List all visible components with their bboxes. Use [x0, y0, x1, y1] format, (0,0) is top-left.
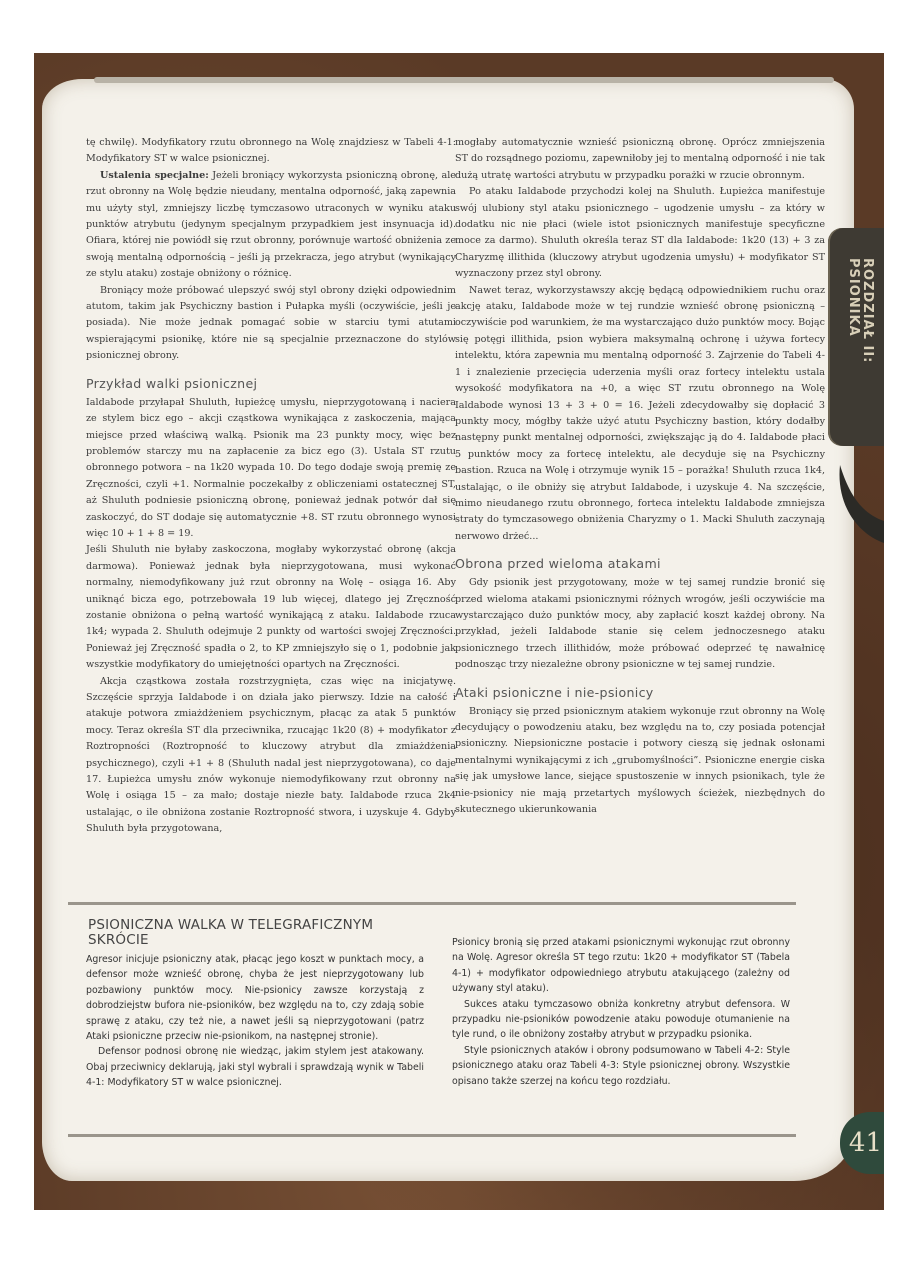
- paragraph: Broniący może próbować ulepszyć swój styl obrony dzięki odpowiednim atutom, takim jak Psychiczny bastion i Pułapka myśli (oczywiście, jeśli je posiada). Nie może jednak pomagać sobie w starciu tymi atutami wspierającymi psionikę, które nie są specjalnie przeznaczone do stylów psionicznej obrony.: [86, 284, 456, 362]
- right-text-column: [455, 135, 825, 818]
- summary-right-column: [452, 935, 790, 1089]
- paragraph: Akcja cząstkowa została rozstrzygnięta, czas więc na inicjatywę. Szczęście sprzyja Ialdabode i on działa jako pierwszy. Idzie na całość i atakuje potwora zmiażdżeniem psychicznym, płacąc za atak 5 punktów mocy. Teraz określa ST dla przeciwnika, rzucając 1k20 (8) + modyfikator z Roztropności (Roztropność to kluczowy atrybut dla zmiażdżenia psychicznego), czyli +1 + 8 (Shuluth nadal jest nieprzygotowana), co daje 17. Łupieżca umysłu znów wykonuje niemodyfikowany rzut obronny na Wolę i osiąga 15 – za mało; dostaje niezłe baty. Ialdabode rzuca 2k4 ustalając, o ile obniżona zostanie Roztropność stwora, i uzyskuje 4. Gdyby Shuluth była przygotowana,: [86, 675, 456, 835]
- summary-title-line: SKRÓCIE: [88, 932, 149, 948]
- section-heading: Przykład walki psionicznej: [86, 375, 258, 391]
- page-number: 41: [840, 1112, 884, 1174]
- paragraph: mogłaby automatycznie wznieść psioniczną obronę. Oprócz zmniejszenia ST do rozsądnego poziomu, zapewniłoby jej to mentalną odporność i nie tak dużą utratę wartości atrybutu w przypadku porażki w rzucie obronnym.: [455, 137, 825, 181]
- paragraph: tę chwilę). Modyfikatory rzutu obronnego na Wolę znajdziesz w Tabeli 4-1: Modyfikatory ST w walce psionicznej.: [86, 137, 456, 165]
- left-text-column: [86, 135, 456, 838]
- top-frame-border: [94, 77, 834, 83]
- paragraph: Po ataku Ialdabode przychodzi kolej na Shuluth. Łupieżca manifestuje swój ulubiony styl ataku psionicznego – ugodzenie umysłu – za który w dodatku nic nie płaci (wiele istot psionicznych manifestuje specyficzne moce za darmo). Shuluth określa teraz ST dla Ialdabode: 1k20 (13) + 3 za Charyzmę illithida (kluczowy atrybut ugodzenia umysłu) + modyfikator ST wyznaczony przez styl obrony.: [455, 186, 825, 280]
- paragraph: Psionicy bronią się przed atakami psionicznymi wykonując rzut obronny na Wolę. Agresor określa ST tego rzutu: 1k20 + modyfikator ST (Tabela 4-1) + modyfikator odpowiedniego atrybutu atakującego (zależny od używany styl ataku).: [452, 937, 790, 995]
- paragraph: Sukces ataku tymczasowo obniża konkretny atrybut defensora. W przypadku nie-psioników powodzenie ataku powoduje otumanienie na tyle rund, o ile obniżony zostałby atrybut w przypadku psionika.: [452, 998, 790, 1041]
- paragraph: Nawet teraz, wykorzystawszy akcję będącą odpowiednikiem ruchu oraz akcję ataku, Ialdabode może w tej rundzie wznieść obronę psioniczną – oczywiście pod warunkiem, że ma wystarczająco dużo punktów mocy. Bojąc się potęgi illithida, psion wybiera maksymalną ochronę i używa fortecy intelektu, która zapewnia mu mentalną odporność 3. Zajrzenie do Tabeli 4-1 i znalezienie przecięcia uderzenia myśli oraz fortecy intelektu ustala wysokość modyfikatora na +0, a więc ST rzutu obronnego na Wolę Ialdabode wynosi 13 + 3 + 0 = 16. Jeżeli zdecydowałby się dopłacić 3 punkty mocy, mógłby także użyć atutu Psychiczny bastion, który dodałby następny punkt mentalnej odporności, zwiększając ją do 4. Ialdabode płaci 5 punktów mocy za fortecę intelektu, ale decyduje się na Psychiczny bastion. Rzuca na Wolę i otrzymuje wynik 15 – porażka! Shuluth rzuca 1k4, ustalając, o ile obniży się atrybut Ialdabode, i uzyskuje 4. Na szczęście, mimo nieudanego rzutu obronnego, forteca intelektu Ialdabode zmniejsza straty do tymczasowego obniżenia Charyzmy o 1. Macki Shuluth zaczynają nerwowo drżeć...: [455, 284, 825, 542]
- summary-title: [88, 918, 373, 948]
- paragraph: Agresor inicjuje psioniczny atak, płacąc jego koszt w punktach mocy, a defensor może wznieść obronę, chyba że jest nieprzygotowany lub pozbawiony punktów mocy. Nie-psionicy zawsze korzystają z dobrodziejstw bufora nie-psioników, bez względu na to, czy zdają sobie sprawę z ataku, czy też nie, a nawet jeśli są nieprzygotowani (patrz Ataki psioniczne przeciw nie-psionikom, na następnej stronie).: [86, 954, 424, 1043]
- chapter-tab-label: ROZDZIAŁ II: PSIONIKA: [846, 258, 875, 364]
- summary-bottom-rule: [68, 1134, 796, 1137]
- paragraph-text: Jeżeli broniący wykorzysta psioniczną obronę, ale rzut obronny na Wolę będzie nieudany, mentalna odporność, jaką zapewnia mu użyty styl, zmniejszy liczbę tymczasowo utraconych w wyniku ataku punktów atrybutu (jedynym specjalnym przypadkiem jest insynuacja id). Ofiara, której nie powiódł się rzut obronny, porównuje wartość obniżenia ze swoją mentalną odpornością – jeśli ją przekracza, jego atrybut (wynikający ze stylu ataku) zostaje obniżony o różnicę.: [86, 169, 456, 280]
- claw-ornament-bottom-icon: [826, 463, 884, 543]
- summary-top-rule: [68, 902, 796, 905]
- paragraph: Defensor podnosi obronę nie wiedząc, jakim stylem jest atakowany. Obaj przeciwnicy deklarują, jaki styl wybrali i sprawdzają wynik w Tabeli 4-1: Modyfikatory ST w walce psionicznej.: [86, 1046, 424, 1089]
- paragraph: Gdy psionik jest przygotowany, może w tej samej rundzie bronić się przed wieloma atakami psionicznymi różnych wrogów, jeśli oczywiście ma wystarczająco dużo punktów mocy, aby zapłacić koszt każdej obrony. Na przykład, jeżeli Ialdabode stanie się celem jednoczesnego ataku psionicznego trzech illithidów, może próbować odeprzeć tę nawałnicę podnosząc trzy niezależne obrony psioniczne w tej samej rundzie.: [455, 577, 825, 671]
- paragraph: Broniący się przed psionicznym atakiem wykonuje rzut obronny na Wolę decydujący o powodzeniu ataku, bez względu na to, czy posiada potencjał psioniczny. Niepsioniczne postacie i potwory cieszą się jednak osłonami mentalnymi wynikającymi z ich „grubomyślności”. Psioniczne energie ciska się jak umysłowe lance, siejące spustoszenie w innych psionikach, tyle że nie-psionicy nie mają przetartych myślowych ścieżek, niezbędnych do skutecznego ukierunkowania: [455, 705, 825, 816]
- paragraph: [86, 168, 456, 283]
- paragraph: Ialdabode przyłapał Shuluth, łupieżcę umysłu, nieprzygotowaną i naciera ze stylem bicz ego – akcji cząstkowa wynikająca z zaskoczenia, mająca miejsce przed właściwą walką. Psionik ma 23 punkty mocy, więc bez problemów starczy mu na zapłacenie za bicz ego (3). Ustala ST rzutu obronnego potwora – na 1k20 wypada 10. Do tego dodaje swoją premię ze Zręczności, czyli +1. Normalnie poczekałby z obliczeniami ostatecznej ST, aż Shuluth podniesie psioniczną obronę, ponieważ jednak potwór dał się zaskoczyć, do ST dodaje się automatycznie +8. ST rzutu obronnego wynosi więc 10 + 1 + 8 = 19.: [86, 396, 456, 539]
- paragraph-lead: Ustalenia specjalne:: [100, 169, 209, 181]
- paragraph: Jeśli Shuluth nie byłaby zaskoczona, mogłaby wykorzystać obronę (akcja darmowa). Ponieważ jednak była nieprzygotowana, musi wykonać normalny, niemodyfikowany już rzut obronny na Wolę – osiąga 16. Aby uniknąć bicza ego, potrzebowała 19 lub więcej, dlatego jej Zręczność zostanie obniżona o pełną wartość wynikającą z ataku. Ialdabode rzuca 1k4; wypada 2. Shuluth odejmuje 2 punkty od wartości swojej Zręczności. Ponieważ jej Zręczność spadła o 2, to KP zmniejszyło się o 1, podobnie jak wszystkie modyfikatory do umiejętności opartych na Zręczności.: [86, 544, 456, 671]
- paragraph: Style psionicznych ataków i obrony podsumowano w Tabeli 4-2: Style psionicznego ataku oraz Tabeli 4-3: Style psionicznej obrony. Wszystkie opisano także szerzej na końcu tego rozdziału.: [452, 1044, 790, 1087]
- summary-title-line: PSIONICZNA WALKA W TELEGRAFICZNYM: [88, 917, 374, 933]
- summary-left-column: [86, 952, 424, 1091]
- chapter-side-tab: [828, 228, 884, 446]
- section-heading: Obrona przed wieloma atakami: [455, 556, 661, 572]
- section-heading: Ataki psioniczne i nie-psionicy: [455, 684, 654, 700]
